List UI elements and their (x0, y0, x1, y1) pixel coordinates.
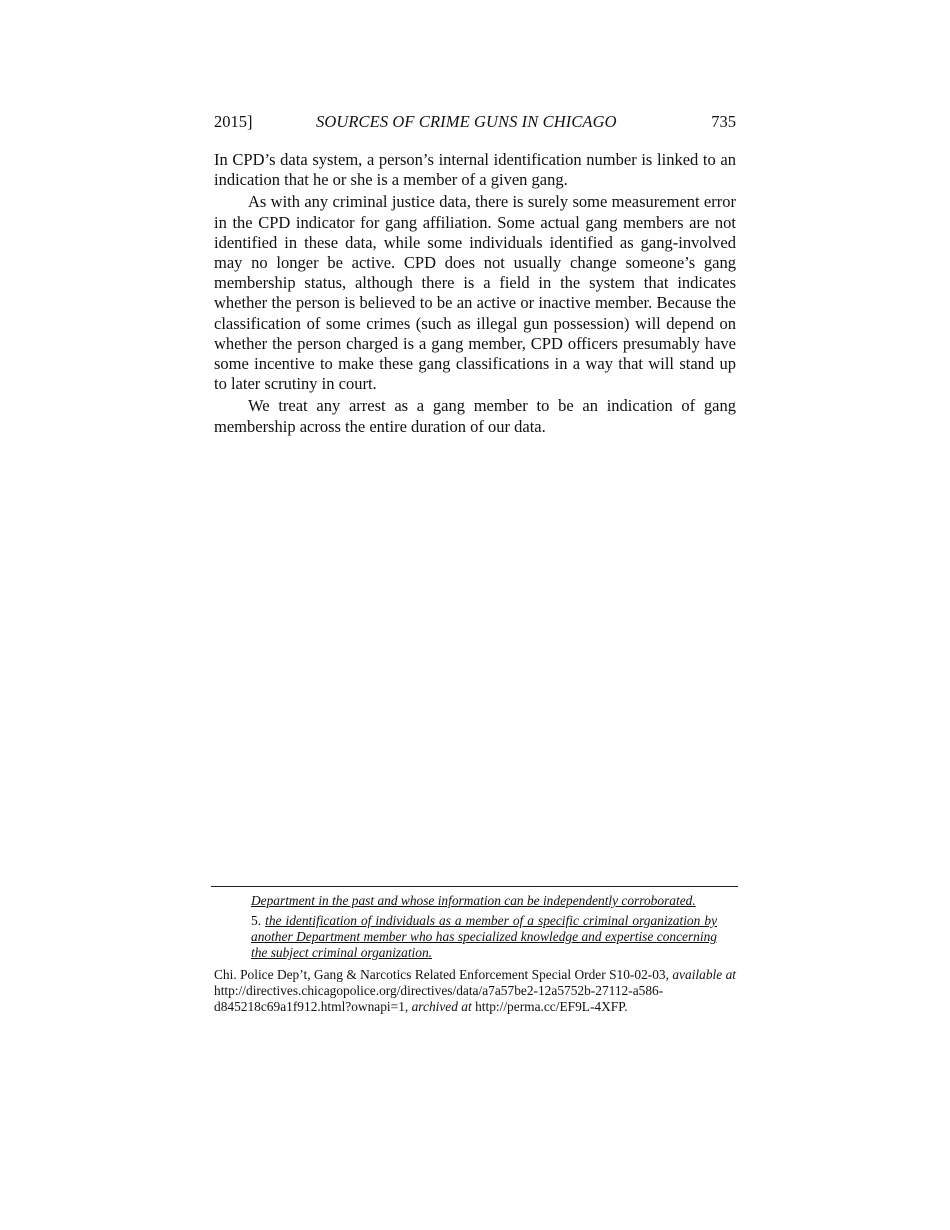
header-year: 2015] (214, 112, 253, 131)
footnote-list-item (251, 913, 717, 961)
footnote-citation (214, 967, 736, 1015)
body-text (214, 150, 736, 437)
citation-available-label: available at (672, 967, 736, 982)
paragraph-3: We treat any arrest as a gang member to be an indication of gang membership across the entire duration of our data. (214, 396, 736, 436)
header-title: SOURCES OF CRIME GUNS IN CHICAGO (316, 112, 617, 131)
footnote-continued-quote (251, 893, 717, 909)
footnote-quote-text: Department in the past and whose information can be independently corroborated. (251, 893, 696, 908)
citation-archive-url: http://perma.cc/EF9L-4XFP. (471, 999, 628, 1014)
citation-archived-label: archived at (411, 999, 472, 1014)
paragraph-2: As with any criminal justice data, there is surely some measurement error in the CPD indicator for gang affiliation. Some actual gang members are not identified in these data, while some individuals identified as gang-involved may no longer be active. CPD does not usually change someone’s gang membership status, although there is a field in the system that indicates whether the person is believed to be an active or inactive member. Because the classification of some crimes (such as illegal gun possession) will depend on whether the person charged is a gang member, CPD officers presumably have some incentive to make these gang classifications in a way that will stand up to later scrutiny in court. (214, 192, 736, 394)
citation-url: http://directives.chicagopolice.org/directives/data/a7a57be2-12a5752b-27112-a586-d845218c69a1f912.html?ownapi=1, (214, 983, 664, 1014)
footnote-divider (211, 886, 738, 887)
footnote-item-text: the identification of individuals as a member of a specific criminal organization by another Department member who has specialized knowledge and expertise concerning the subject criminal organization. (251, 913, 718, 960)
running-header (214, 112, 736, 134)
citation-source: Chi. Police Dep’t, Gang & Narcotics Related Enforcement Special Order S10-02-03, (214, 967, 673, 982)
footnote-item-number: 5. (251, 913, 266, 928)
footnotes (214, 893, 736, 1015)
header-page-number: 735 (711, 112, 736, 131)
paragraph-1: In CPD’s data system, a person’s internal identification number is linked to an indication that he or she is a member of a given gang. (214, 150, 736, 190)
